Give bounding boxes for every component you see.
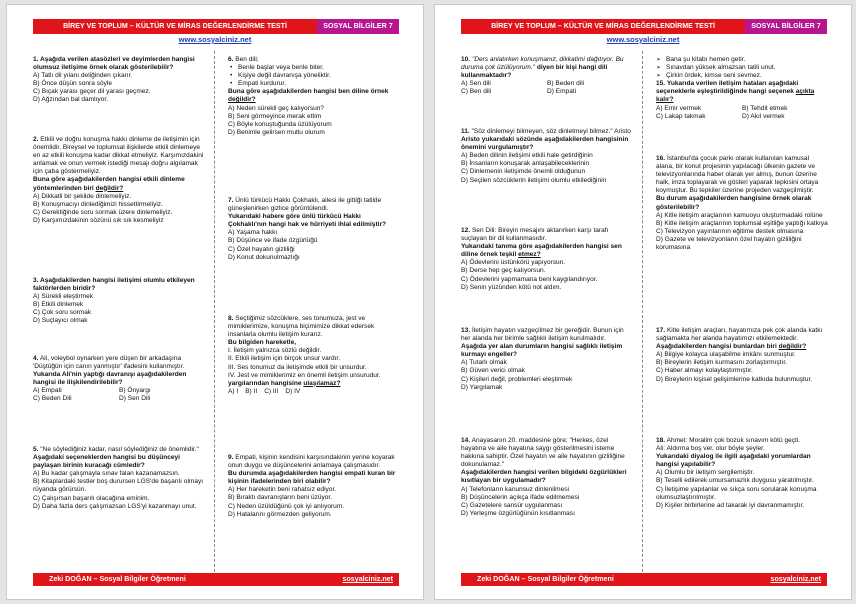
subject-label: SOSYAL BİLGİLER 7 (745, 19, 827, 34)
question-number: 17. (656, 327, 666, 334)
column-divider (642, 51, 643, 572)
negative-keyword: etmez? (518, 251, 541, 259)
question-18 (656, 437, 828, 510)
question-lead: Bu bilgiden hareketle, (228, 339, 297, 347)
option-b[interactable]: B) Önce düşün sonra söyle (33, 80, 112, 88)
option-d[interactable]: D) Akıl vermek (742, 112, 785, 120)
option-c[interactable]: C) Böyle konuştuğunda üzülüyorum (228, 120, 332, 128)
question-text: İletişim hayatın vazgeçilmez bir gereğidir. Bunun için her alanda her birimle sağlıklı iletişim kurulmalıdır. (461, 327, 624, 343)
option-b[interactable]: B) Konuşmacıyı dinlediğimizi hissettirmeliyiz. (33, 200, 163, 208)
question-text: "Ne söylediğiniz kadar, nasıl söylediğiniz de önemlidir." (40, 446, 199, 453)
option-b[interactable]: B) II (245, 387, 258, 395)
question-stem: yargılarından hangisine (228, 379, 302, 387)
option-c[interactable]: C) Ödevlerini yapmamana beni kaygılandırıyor. (461, 275, 598, 283)
header-bar (33, 19, 399, 34)
option-b[interactable]: B) Teselli edilerek umursamazlık duygusu yaratılmıştır. (656, 477, 814, 485)
option-b[interactable]: B) Tehdit etmek (742, 104, 788, 112)
bullet-item: ➢ Çirkin ördek, kimse seni sevmez. (656, 72, 828, 80)
question-number: 12. (461, 227, 471, 234)
question-10 (461, 56, 633, 96)
question-text: Anayasanın 20. maddesine göre; "Herkes, özel hayatına ve aile hayatına saygı gösterilmesini isteme hakkına sahiptir. Özel hayatın ve aile hayatının gizliliğine dokunulamaz." (461, 437, 625, 469)
statement-item: I. İletişim yalnızca sözlü değildir. (228, 347, 322, 355)
option-a[interactable]: A) Her hareketin beni rahatsız ediyor. (228, 486, 337, 494)
question-stem: Aşağıdakilerden hangisi verilen bilgideki özgürlükleri kısıtlayan bir uygulamadır? (461, 469, 627, 485)
option-d[interactable]: D) Daha fazla ders çalışmazsan LGS'yi kazanmayı unut. (33, 502, 197, 510)
question-number: 5. (33, 446, 39, 453)
option-c[interactable]: C) Beden Dili (33, 395, 72, 403)
question-text: Ali, voleybol oynarken yere düşen bir arkadaşına 'Düştüğün için canın yanmıştır' ifadesini kullanmıştır. (33, 355, 185, 371)
option-b[interactable]: B) Önyargı (119, 387, 151, 395)
question-text: Ahmet: Moralim çok bozuk sınavım kötü geçti. (666, 437, 801, 444)
option-a[interactable]: A) Emir vermek (656, 104, 702, 112)
question-stem: Aşağıdakilerden hangisi bunlardan biri (656, 343, 777, 351)
question-number: 8. (228, 315, 234, 322)
question-2 (33, 136, 205, 225)
question-number: 11. (461, 128, 470, 135)
option-d[interactable]: D) Karşımızdakinin sözünü sık sık kesmeliyiz (33, 216, 164, 224)
question-stem: Bu durumda aşağıdakilerden hangisi empati kuran bir kişinin ifadelerinden biri olabilir? (228, 470, 396, 486)
option-d[interactable]: D) IV (285, 387, 301, 395)
option-d[interactable]: D) Yerleşme özgürlüğünün kısıtlanması (461, 509, 575, 517)
question-text: Ben dili; (235, 56, 259, 63)
question-6 (228, 56, 400, 137)
option-c[interactable]: C) Lakap takmak (656, 112, 706, 120)
option-c[interactable]: C) Bıçak yarası geçer dil yarası geçmez. (33, 88, 151, 96)
question-8 (228, 315, 400, 396)
footer-website-link[interactable]: sosyalciniz.net (770, 575, 821, 583)
footer-bar (461, 573, 827, 586)
test-title: BİREY VE TOPLUM – KÜLTÜR VE MİRAS DEĞERLENDİRME TESTİ (33, 19, 317, 34)
option-b[interactable]: B) Bireylerin iletişim kurmasını zorlaştırmıştır. (656, 359, 787, 367)
question-text: Ali: Aldırma boş ver, olur böyle şeyler. (656, 445, 765, 453)
question-16 (656, 155, 828, 252)
option-b[interactable]: B) Beden dili (547, 80, 585, 88)
question-number: 13. (461, 327, 471, 334)
question-11 (461, 128, 633, 185)
statement-item: II. Etkili iletişim için birçok unsur vardır. (228, 355, 341, 363)
option-c[interactable]: C) Özel hayatın gizliliği (228, 245, 295, 253)
author-label: Zeki DOĞAN – Sosyal Bilgiler Öğretmeni (477, 575, 614, 583)
option-c[interactable]: C) Ben dili (461, 88, 492, 96)
footer-bar (33, 573, 399, 586)
negative-keyword: ulaşılamaz? (303, 379, 341, 387)
question-text: Ünlü türkücü Hakkı Çokhaklı, ailesi ile gittiği tatilde güneşlenirken gizlice görüntülendi. (228, 197, 382, 213)
option-a[interactable]: A) Tatlı dil yılanı deliğinden çıkarır. (33, 72, 133, 80)
option-d[interactable]: D) Seçilen sözcüklerin iletişimi olumlu etkilediğinin (461, 176, 607, 184)
option-c[interactable]: C) Gerektiğinde soru sormak üzere dinlemeliyiz. (33, 208, 173, 216)
option-a[interactable]: A) Bilgiye kolayca ulaşabilme imkânı sunmuştur. (656, 351, 796, 359)
option-b[interactable]: B) Etkili dinlemek (33, 301, 84, 309)
option-d[interactable]: D) Ağzından bal damlıyor. (33, 96, 108, 104)
option-a[interactable]: A) Bu kadar çalışmayla sınav falan kazanamazsın. (33, 470, 180, 478)
question-15 (656, 56, 828, 121)
bullet-item: • Empati kurdurur. (228, 80, 400, 88)
statement-item: IV. Jest ve mimiklerimiz en önemli iletişim unsurudur. (228, 371, 381, 379)
option-a[interactable]: A) Sürekli eleştirmek (33, 293, 94, 301)
question-stem: Aşağıdaki seçeneklerden hangisi bu düşünceyi paylaşan birinin kuracağı cümledir? (33, 454, 180, 470)
question-5 (33, 446, 205, 511)
statement-item: III. Ses tonumuz da iletişimde etkili bir unsurdur. (228, 363, 367, 371)
question-12 (461, 227, 633, 292)
question-number: 9. (228, 454, 234, 461)
option-d[interactable]: D) Suçlayıcı olmak (33, 317, 88, 325)
question-text: "Söz dinlemeyi bilmeyen, söz dinletmeyi bilmez." Aristo (471, 128, 631, 135)
option-b[interactable]: B) Seni görmeyince merak ettim (228, 112, 322, 120)
question-stem: Aşağıda verilen atasözleri ve deyimlerden hangisi olumsuz iletişime örnek olarak gösterilebilir? (33, 56, 195, 72)
option-d[interactable]: D) Bireylerin kişisel gelişimlerine katkıda bulunmuştur. (656, 375, 813, 383)
option-a[interactable]: A) Kitle iletişim araçlarının kamuoyu oluşturmadaki rolüne (656, 211, 823, 219)
option-d[interactable]: D) Hatalarını görmezden geliyorum. (228, 510, 332, 518)
question-3 (33, 277, 205, 326)
question-text: İstanbul'da çocuk parkı olarak kullanılan kamusal alana, bir konut projesinin yapılacağı ülkenin gazete ve televizyonlarında haber olarak yer almış, bunun üzerine halk, imza toplayarak ve gösteri yaparak tepkisini ortaya koymuştur. Bu tepkiler üzerine projeden vazgeçilmiştir. (656, 155, 819, 195)
bullet-item: • Benle başlar veya benle biter. (228, 64, 400, 72)
option-d[interactable]: D) Kişiler birbirlerine ad takarak iyi davranmamıştır. (656, 501, 805, 509)
question-text: Kitle iletişim araçları, hayatımıza pek çok alanda katkı sağlamakta her alanda hayatımızı etkilemektedir. (656, 327, 823, 343)
question-number: 2. (33, 136, 39, 143)
option-a[interactable]: A) Telefonların kanunsuz dinlenilmesi (461, 485, 569, 493)
option-a[interactable]: A) I (228, 387, 239, 395)
author-label: Zeki DOĞAN – Sosyal Bilgiler Öğretmeni (49, 575, 186, 583)
option-c[interactable]: C) III (264, 387, 279, 395)
option-b[interactable]: B) İnsanların konuşarak anlaşabileceklerinin (461, 160, 590, 168)
website-link[interactable]: www.sosyalciniz.net (178, 35, 252, 44)
option-d[interactable]: D) Empati (547, 88, 577, 96)
question-stem: Buna göre aşağıdakilerden hangisi etkili dinleme yöntemlerinden biri (33, 176, 185, 192)
option-d[interactable]: D) Yargılamak (461, 383, 503, 391)
option-a[interactable]: A) Neden sürekli geç kalıyorsun? (228, 104, 325, 112)
question-number: 15. (656, 80, 666, 88)
question-stem: Yukarıdaki habere göre ünlü türkücü Hakkı Çokhaklı'nın hangi hak ve hürriyeti ihlal edilmiştir? (228, 213, 386, 229)
question-1 (33, 56, 205, 105)
test-title: BİREY VE TOPLUM – KÜLTÜR VE MİRAS DEĞERLENDİRME TESTİ (461, 19, 745, 34)
footer-website-link[interactable]: sosyalciniz.net (342, 575, 393, 583)
question-9 (228, 454, 400, 519)
question-number: 16. (656, 155, 666, 162)
option-a[interactable]: A) Empati (33, 387, 62, 395)
negative-keyword: değildir? (95, 184, 124, 192)
option-b[interactable]: B) Düşüncelerin açıkça ifade edilmemesi (461, 493, 580, 501)
question-text: Etkili ve doğru konuşma hakkı dinleme de iletişimin için önemlidir. Bireysel ve toplumsal ilişkilerde etkili dinlemeye en az etkili konuşma kadar dikkat etmeliyiz. Karşımızdakini anlamak ve onun vermek istediği mesajı doğru algılamak için çaba göstermeliyiz. (33, 136, 204, 176)
question-text: Sen Dili: Bireyin mesajını aktarırken karşı tarafı suçlayan bir dil kullanmasıdır. (461, 227, 609, 243)
option-d[interactable]: D) Sen Dili (119, 395, 151, 403)
option-a[interactable]: A) Ödevlerini üstünkörü yapıyorsun. (461, 259, 566, 267)
option-c[interactable]: C) Neden üzüldüğünü çok iyi anlıyorum. (228, 502, 345, 510)
question-stem: Yukarıdaki tanıma göre aşağıdakilerden hangisi sen diline örnek teşkil (461, 243, 622, 259)
question-number: 3. (33, 277, 39, 284)
option-c[interactable]: C) Kişileri değil, problemleri eleştirmek (461, 375, 573, 383)
option-c[interactable]: C) Gazetelere sansür uygulanması (461, 501, 563, 509)
question-stem: Yukarıda verilen iletişim hataları aşağıdaki seçeneklerle eşleştirildiğinde hangi seçenek (656, 80, 799, 96)
question-stem: Bu durum aşağıdakilerden hangisine örnek olarak gösterilebilir? (656, 195, 812, 211)
question-7 (228, 197, 400, 262)
page-left (6, 4, 424, 600)
question-13 (461, 327, 633, 392)
column-divider (214, 51, 215, 572)
option-c[interactable]: C) İletişime yapılanlar ve sıkça soru sorularak konuşma olumsuzlaştırılmıştır. (656, 485, 817, 501)
question-number: 7. (228, 197, 234, 204)
option-a[interactable]: A) Beden dilinin iletişimi etkili hale getirdiğinin (461, 152, 593, 160)
question-stem: diyen bir kişi hangi dili kullanmaktadır? (461, 64, 608, 80)
option-d[interactable]: D) Senin yüzünden kötü not aldım. (461, 283, 562, 291)
option-a[interactable]: A) Olumlu bir iletişim sergilemiştir. (656, 469, 755, 477)
option-c[interactable]: C) Çalışırsan başarılı olacağına eminim. (33, 494, 150, 502)
option-a[interactable]: A) Tutarlı olmak (461, 359, 507, 367)
question-text: Empati, kişinin kendisini karşısındakinin yerine koyarak onun duygu ve düşüncelerini anlamaya çalışmasıdır. (228, 454, 395, 470)
question-stem: Yukarıda Ali'nin yaptığı davranışı aşağıdakilerden hangisi ile ilişkilendirilebilir? (33, 371, 187, 387)
option-b[interactable]: B) Kitaplardaki testler boş durursen LGS'de başarılı olmayı rüyanda görürsün. (33, 478, 204, 494)
website-link[interactable]: www.sosyalciniz.net (606, 35, 680, 44)
question-stem: Buna göre aşağıdakilerden hangisi ben diline örnek (228, 88, 389, 96)
negative-keyword: açıkta kalır? (656, 88, 815, 104)
option-c[interactable]: C) Çok soru sormak (33, 309, 92, 317)
option-a[interactable]: A) Yaşama hakkı (228, 229, 278, 237)
bullet-item: • Kişiye değil davranışa yöneliktir. (228, 72, 400, 80)
option-d[interactable]: D) Gazete ve televizyonların özel hayatın gizliliğini korumasına (656, 235, 802, 252)
option-c[interactable]: C) Dinlemenin iletişimde önemli olduğunun (461, 168, 586, 176)
option-b[interactable]: B) Kitle iletişim araçlarının toplumsal eşitliğe yaptığı katkıya (656, 219, 828, 227)
option-d[interactable]: D) Benimle gelirsen mutlu olurum (228, 128, 325, 136)
header-bar (461, 19, 827, 34)
option-c[interactable]: C) Televizyon yayınlarının eğitime destek olmasına (656, 227, 804, 235)
question-stem: Aşağıda yer alan durumların hangisi sağlıklı iletişim kurmayı engeller? (461, 343, 623, 359)
bullet-item: ➢ Bana şu kitabı hemen getir. (656, 56, 828, 64)
question-number: 6. (228, 56, 234, 63)
option-a[interactable]: A) Sen dili (461, 80, 491, 88)
page-right (434, 4, 852, 600)
option-b[interactable]: B) Güven verici olmak (461, 367, 526, 375)
option-b[interactable]: B) Derse hep geç kalıyorsun. (461, 267, 546, 275)
bullet-item: ➢ Sınavdan yüksek almazsan tatili unut. (656, 64, 828, 72)
question-text: Seçtiğimiz sözcüklere, ses tonumuza, jest ve mimiklerimize, konuşma biçimimize dikkat edersek insanlarla olumlu iletişim kurarız. (228, 315, 375, 339)
question-4 (33, 355, 205, 404)
question-quote: "Ders anlatırken konuşmanız, dikkatimi dağıtıyor. Bu duruma çok üzülüyorum." (461, 56, 624, 72)
question-17 (656, 327, 828, 384)
option-b[interactable]: B) Bıraktı davranışların beni üzüyor. (228, 494, 333, 502)
option-d[interactable]: D) Konut dokunulmazlığı (228, 253, 300, 261)
question-number: 14. (461, 437, 471, 444)
negative-keyword: değildir? (228, 96, 256, 104)
question-number: 1. (33, 56, 39, 63)
question-number: 10. (461, 56, 471, 63)
option-c[interactable]: C) Haber almayı kolaylaştırmıştır. (656, 367, 753, 375)
question-number: 18. (656, 437, 666, 444)
negative-keyword: değildir? (778, 343, 807, 351)
option-a[interactable]: A) Dikkatli bir şekilde dinlemeliyiz. (33, 192, 132, 200)
question-stem: Aşağıdakilerden hangisi iletişimi olumlu etkileyen faktörlerden biridir? (33, 277, 195, 293)
question-14 (461, 437, 633, 518)
question-number: 4. (33, 355, 39, 362)
subject-label: SOSYAL BİLGİLER 7 (317, 19, 399, 34)
option-b[interactable]: B) Düşünce ve ifade özgürlüğü (228, 237, 318, 245)
question-stem: Yukarıdaki diyalog ile ilgili aşağıdaki yorumlardan hangisi yapılabilir? (656, 453, 811, 469)
question-stem: Aristo yukarıdaki sözünde aşağıdakilerden hangisinin önemini vurgulamıştır? (461, 136, 629, 152)
